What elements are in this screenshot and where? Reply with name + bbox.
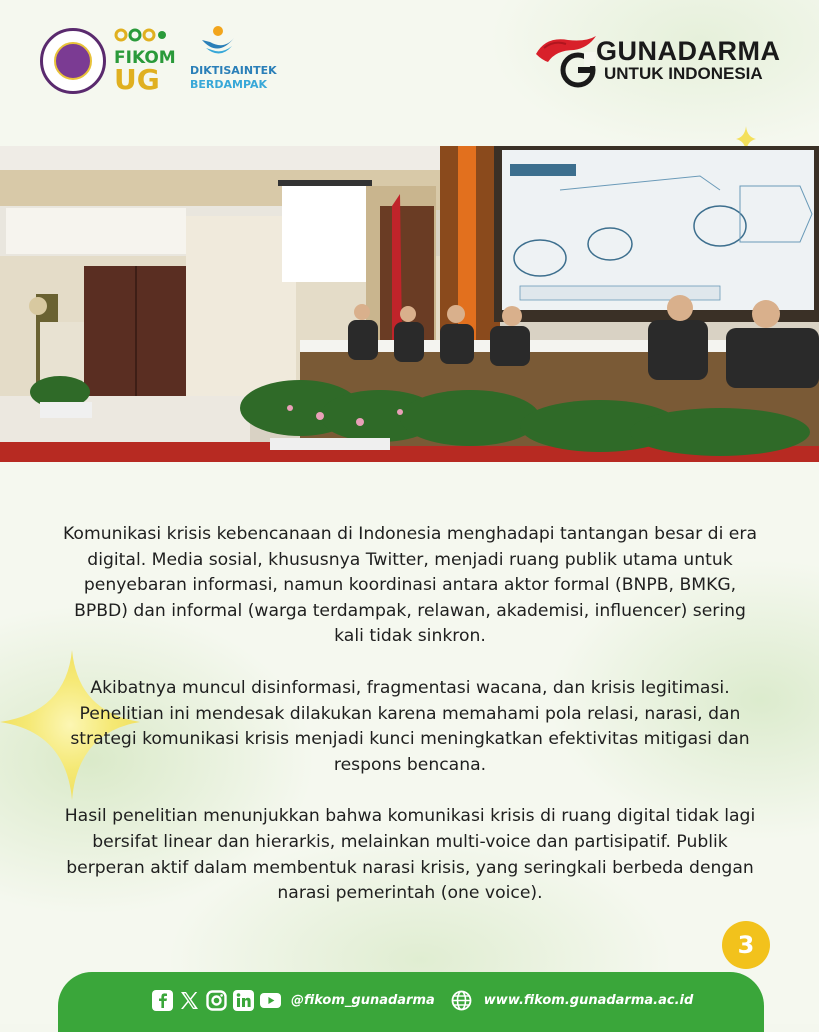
youtube-icon[interactable] <box>260 990 281 1011</box>
header <box>0 0 819 140</box>
gunadarma-untuk-indonesia-logo <box>534 30 794 90</box>
website-link[interactable]: www.fikom.gunadarma.ac.id <box>483 992 694 1008</box>
social-handle[interactable]: @fikom_gunadarma <box>291 992 435 1008</box>
seminar-photo <box>0 146 819 462</box>
globe-icon <box>451 990 472 1011</box>
linkedin-icon[interactable] <box>233 990 254 1011</box>
footer-contacts <box>152 972 693 1028</box>
universitas-gunadarma-logo <box>40 28 106 94</box>
page-number-badge: 3 <box>722 921 770 969</box>
facebook-icon[interactable] <box>152 990 173 1011</box>
paragraph-2: Akibatnya muncul disinformasi, fragmentasi wacana, dan krisis legitimasi. Penelitian ini mendesak dilakukan karena memahami pola relasi, narasi, dan strategi komunikasi krisis menjadi kunci meningkatkan efektivitas mitigasi dan respons bencana. <box>70 677 750 775</box>
dikti-line2: BERDAMPAK <box>190 78 268 91</box>
instagram-icon[interactable] <box>206 990 227 1011</box>
fikom-ug-logo <box>114 24 174 94</box>
diktisaintek-logo <box>190 24 277 96</box>
footer-bar <box>58 972 764 1032</box>
brand-title: GUNADARMA <box>596 36 781 66</box>
ug-label: UG <box>114 63 160 96</box>
fikom-label: FIKOM <box>114 48 176 68</box>
dikti-line1: DIKTISAINTEK <box>190 64 277 77</box>
brand-subtitle: UNTUK INDONESIA <box>604 64 763 83</box>
paragraph-3: Hasil penelitian menunjukkan bahwa komunikasi krisis di ruang digital tidak lagi bersifat linear dan hierarkis, melainkan multi-voice dan partisipatif. Publik berperan aktif dalam membentuk narasi krisis, yang seringkali berbeda dengan narasi pemerintah (one voice). <box>64 806 756 904</box>
x-icon[interactable] <box>179 990 200 1011</box>
paragraph-1: Komunikasi krisis kebencanaan di Indonesia menghadapi tantangan besar di era digital. Media sosial, khususnya Twitter, menjadi ruang publik utama untuk penyebaran informasi, namun koordinasi antara aktor formal (BNPB, BMKG, BPBD) dan informal (warga terdampak, relawan, akademisi, influencer) sering kali tidak sinkron. <box>63 524 757 647</box>
article-body <box>62 522 758 933</box>
